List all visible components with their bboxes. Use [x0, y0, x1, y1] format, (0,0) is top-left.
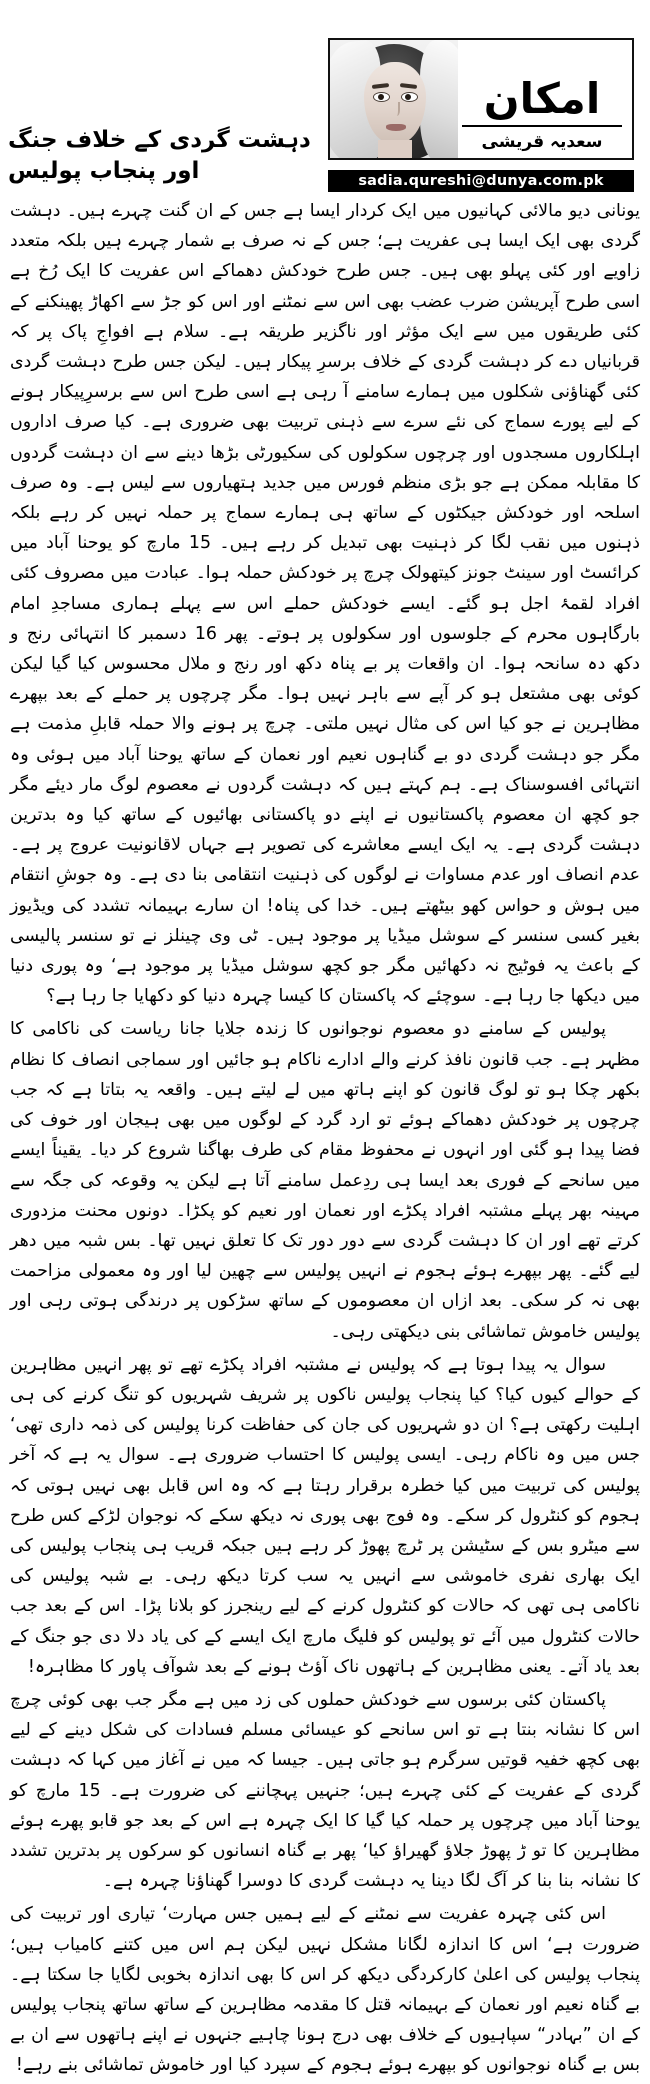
- author-email-bar[interactable]: sadia.qureshi@dunya.com.pk: [328, 170, 634, 192]
- article-headline: دہشت گردی کے خلاف جنگ اور پنجاب پولیس: [8, 127, 311, 185]
- author-byline: سعدیہ قریشی: [481, 132, 603, 152]
- article-paragraph: سوال یہ پیدا ہوتا ہے کہ پولیس نے مشتبہ افراد پکڑے تھے تو پھر انہیں مظاہرین کے حوالے کیوں کیا؟ کیا پنجاب پولیس ناکوں پر شریف شہریوں کو تنگ کرنے کی ہی اہلیت رکھتی ہے؟ ان دو شہریوں کی جان کی حفاظت کرنا پولیس کی ذمہ داری تھی‘ جس میں وہ ناکام رہی۔ ایسی پولیس کا احتساب ضروری ہے۔ سوال یہ ہے کہ آخر پولیس کی تربیت میں کیا خطرہ برقرار رہتا ہے کہ وہ اس قابل بھی نہیں ہوتی کہ ہجوم کو کنٹرول کر سکے۔ وہ فوج بھی پوری نہ دیکھ سکے کہ نوجوان لڑکے کس طرح سے میٹرو بس کے سٹیشن پر ٹرچ پھوڑ کر رہے ہیں جبکہ قریب ہی پنجاب پولیس کی ایک بھاری نفری خاموشی سے انہیں یہ سب کرتا دیکھ رہی۔ بے شبہ پولیس کی ناکامی ہی تھی کہ حالات کو کنٹرول کرنے کے لیے رینجرز کو بلانا پڑا۔ اس کے بعد جب حالات کنٹرول میں آئے تو پولیس کو فلیگ مارچ ایک ایسے کے کی یاد دلا دی جو جنگ کے بعد یاد آتے۔ یعنی مظاہرین کے ہاتھوں ناک آؤٹ ہونے کے بعد شوآف پاور کا مظاہرہ!: [10, 1354, 640, 1677]
- masthead: [0, 0, 650, 196]
- article-paragraph: یونانی دیو مالائی کہانیوں میں ایک کردار ایسا ہے جس کے ان گنت چہرے ہیں۔ دہشت گردی بھی ایک ایسا ہی عفریت ہے؛ جس کے نہ صرف بے شمار چہرے ہیں بلکہ متعدد زاویے اور کئی پہلو بھی ہیں۔ جس طرح خودکش دھماکے اس عفریت کا ایک رُخ ہے اسی طرح آپریشن ضرب عضب بھی اس سے نمٹنے اور اس کو جڑ سے اکھاڑ پھینکنے کے کئی طریقوں میں سے ایک مؤثر اور ناگزیر طریقہ ہے۔ سلام ہے افواجِ پاک پر کہ قربانیاں دے کر دہشت گردی کے خلاف برسرِ پیکار ہیں۔ لیکن جس طرح دہشت گردی کئی گھناؤنی شکلوں میں ہمارے سامنے آ رہی ہے اسی طرح اس سے برسرِپیکار ہونے کے لیے پورے سماج کی نئے سرے سے ذہنی تربیت بھی ضروری ہے۔ کیا صرف ادارو‌ں‌ اہلکاروں‌ مسجدوں اور چرچوں سکولوں کی سکیورٹی بڑھا دینے سے ان دہشت گردوں کا مقابلہ ممکن ہے جو بڑی منظم فورس میں جدید ہتھیاروں سے لیس ہے۔ وہ صرف اسلحہ اور خودکش جیکٹوں کے ساتھ ہی ہمارے سماج پر حملہ نہیں کر رہے بلکہ ذہنوں میں نقب لگا کر ذہنیت بھی تبدیل کر رہے ہیں۔ 15 مارچ کو یوحنا آباد میں کرائسٹ اور سینٹ جونز کیتھولک چرچ پر خودکش حملہ ہوا۔ عبادت میں مصروف کئی افراد لقمۂ اجل ہو گئے۔ ایسے خودکش حملے اس سے پہلے ہماری مساجدِ امام بارگاہوں محرم کے جلوسوں اور سکولوں پر ہوتے۔ پھر 16 دسمبر کا انتہائی رنج و دکھ دہ سانحہ ہوا۔ ان واقعات پر بے پناہ دکھ اور رنج و ملال محسوس کیا گیا لیکن کوئی بھی مشتعل ہو کر آپے سے باہر نہیں ہوا۔ مگر چرچوں پر حملے کے بعد بپھرے مظاہرین نے جو کیا اس کی مثال نہیں ملتی۔ چرچ پر ہونے والا حملہ قابلِ مذمت ہے مگر جو دہشت گردی دو بے گناہوں نعیم اور نعمان کے ساتھ یوحنا آباد میں ہوئی وہ انتہائی افسوسناک ہے۔ ہم کہتے ہیں کہ دہشت گردوں نے معصوم لوگ مار دیئے مگر جو کچھ ان معصوم پاکستانیوں نے اپنے دو پاکستانی بھائیوں کے ساتھ کیا وہ بدترین دہشت گردی ہے۔ یہ ایک ایسے معاشرے کی تصویر ہے جہاں لاقانونیت عروج پر ہے۔ عدم انصاف اور عدم مساوات نے لوگوں کی ذہنیت انتقامی بنا دی ہے۔ وہ جوشِ انتقام میں ہوش و حواس کھو بیٹھتے ہیں۔ خدا کی پناہ! ان سارے بہیمانہ تشدد کی ویڈیوز بغیر کسی سنسر کے سوشل میڈیا پر موجود ہیں۔ ٹی وی چینلز نے تو سنسر پالیسی کے باعث یہ فوٹیج نہ دکھائیں مگر جو کچھ سوشل میڈیا پر موجود ہے‘ وہ پوری دنیا میں دیکھا جا رہا ہے۔ سوچئے کہ پاکستان کا کیسا چہرہ دنیا کو دکھایا جا رہا ہے؟: [10, 201, 640, 1007]
- column-title: امکان: [483, 73, 601, 123]
- logo-divider-rule: [462, 125, 622, 127]
- portrait-pupil-left: [378, 94, 384, 100]
- portrait-pupil-right: [405, 94, 411, 100]
- portrait-mouth: [386, 124, 406, 131]
- column-logo-block: [328, 38, 634, 160]
- article-body: [0, 196, 650, 2084]
- portrait-nose: [392, 102, 400, 116]
- article-paragraph: پاکستان کئی برسوں سے خودکش حملوں کی زد میں ہے مگر جب بھی کوئی چرچ اس کا نشانہ بنتا ہے تو اس سانحے کو عیسائی مسلم فسادات کی شکل دینے کے لیے بھی کچھ خفیہ قوتیں سرگرم ہو جاتی ہیں۔ جیسا کہ میں نے آغاز میں کہا کہ دہشت گردی کے عفریت کے کئی چہرے ہیں؛ جنہیں پہچاننے کی ضرورت ہے۔ 15 مارچ کو یوحنا آباد میں چرچوں پر حملہ کیا گیا کا ایک چہرہ ہے اس کے بعد جو قابو پھرے ہوئے مظاہرین کا تو ڑ پھوڑ جلاؤ گھیراؤ کیا‘ پھر بے گناہ انسانوں کو سرکوں پر بدترین تشدد کا نشانہ بنا بنا کر آگ لگا دینا یہ دہشت گردی کا دوسرا گھناؤنا چہرہ ہے۔: [10, 1689, 640, 1892]
- author-portrait-photo: [330, 40, 458, 158]
- article-paragraph: پولیس کے سامنے دو معصوم نوجوانوں کا زندہ جلایا جانا ریاست کی ناکامی کا مظہر ہے۔ جب قانون نافذ کرنے والے ادارے ناکام ہو جائیں اور سماجی انصاف کا نظام بکھر چکا ہو تو لوگ قانون کو اپنے ہاتھ میں لے لیتے ہیں۔ واقعہ یہ بتاتا ہے کہ جب چرچوں پر خودکش دھماکے ہوئے تو ارد گرد کے لوگوں میں بھی ہیجان اور خوف کی فضا پیدا ہو گئی اور انہوں نے محفوظ مقام کی طرف بھاگنا شروع کر دیا۔ یقیناً ایسے میں سانحے کے فوری بعد ایسا ہی ردِعمل سامنے آتا ہے لیکن یہ وقوعہ کی جگہ سے مہینہ بھر پہلے مشتبہ افراد پکڑے اور نعمان اور نعیم کو پکڑا۔ دونوں محنت مزدوری کرتے تھے اور ان کا دہشت گردی سے دور دور تک کا تعلق نہیں تھا۔ بس شبہ میں دھر لیے گئے۔ پھر بپھرے ہوئے ہجوم نے انہیں پولیس سے چھین لیا اور وہ معمولی مزاحمت بھی نہ کر سکی۔ بعد ازاں ان معصوموں کے ساتھ سڑکوں پر درندگی ہوتی رہی اور پولیس خاموش تماشائی بنی دیکھتی رہی۔: [10, 1019, 640, 1342]
- article-paragraph: اس کئی چہرہ عفریت سے نمٹنے کے لیے ہمیں جس مہارت‘ تیاری اور تربیت کی ضرورت ہے‘ اس کا اندازہ لگانا مشکل نہیں لیکن ہم اس میں کتنے کامیاب ہیں؛ پنجاب پولیس کی اعلیٰ کارکردگی دیکھ کر اس کا بھی اندازہ بخوبی لگایا جا سکتا ہے۔ بے گناہ نعیم اور نعمان کے بہیمانہ قتل کا مقدمہ مظاہرین کے ساتھ ساتھ پنجاب پولیس کے ان ”بہادر“ سپاہیوں کے خلاف بھی درج ہونا چاہیے جنہوں نے اپنے ہاتھوں سے ان بے بس بے گناہ نوجوانوں کو بپھرے ہوئے ہجوم کے سپرد کیا اور خاموش تماشائی بنے رہے!: [10, 1904, 640, 2076]
- column-logo-text: [458, 40, 632, 158]
- portrait-neck: [378, 140, 412, 158]
